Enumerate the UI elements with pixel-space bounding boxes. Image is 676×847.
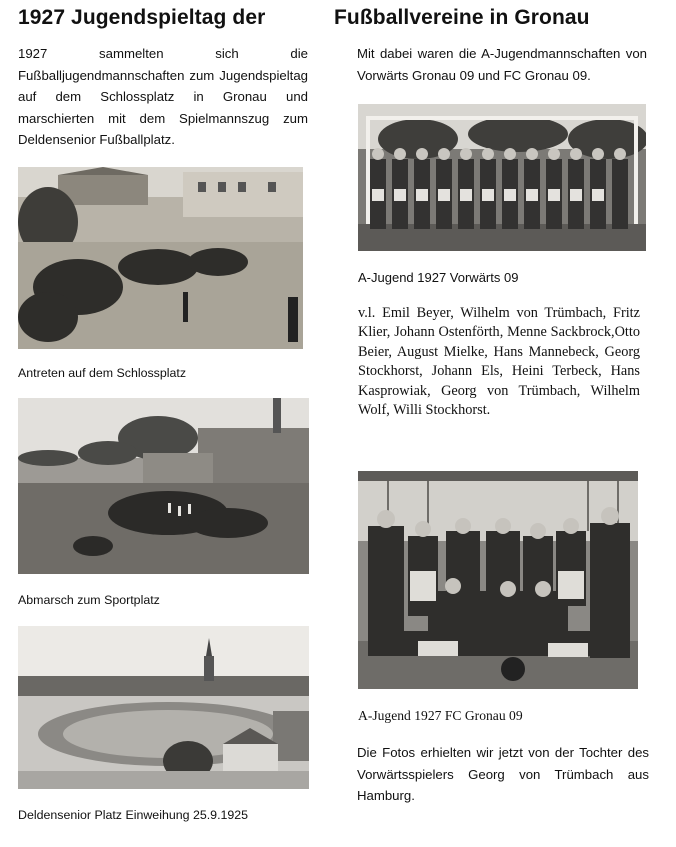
sportplatz-photo — [18, 626, 309, 789]
schlossplatz-photo — [18, 167, 303, 349]
vorwaerts-team-caption: A-Jugend 1927 Vorwärts 09 — [358, 270, 519, 285]
intro-right-paragraph: Mit dabei waren die A-Jugendmannschaften von Vorwärts Gronau 09 und FC Gronau 09. — [357, 46, 647, 83]
abmarsch-caption: Abmarsch zum Sportplatz — [18, 593, 160, 607]
page-title-left: 1927 Jugendspieltag der — [18, 6, 266, 29]
fc-gronau-team-photo — [358, 471, 638, 689]
schlossplatz-caption: Antreten auf dem Schlossplatz — [18, 366, 187, 380]
page-title-right: Fußballvereine in Gronau — [334, 6, 590, 29]
vorwaerts-team-photo — [358, 104, 646, 251]
sportplatz-caption: Deldensenior Platz Einweihung 25.9.1925 — [18, 808, 249, 822]
closing-paragraph: Die Fotos erhielten wir jetzt von der Tochter des Vorwärtsspielers Georg von Trümbach aus Hamburg. — [357, 745, 649, 803]
abmarsch-photo — [18, 398, 309, 574]
fc-gronau-team-caption: A-Jugend 1927 FC Gronau 09 — [358, 708, 523, 723]
vorwaerts-team-names: v.l. Emil Beyer, Wilhelm von Trümbach, Fritz Klier, Johann Ostenförth, Menne Sackbrock,Otto Beier, August Mielke, Hans Mannebeck, Georg Stockhorst, Johann Els, Heini Terbeck, Hans Kasprowiak, Georg von Trümbach, Wilhelm Wolf, Willi Stockhorst. — [358, 305, 640, 419]
intro-paragraph: 1927 sammelten sich die Fußballjugendmannschaften zum Jugendspieltag auf dem Schlossplatz in Gronau und marschierten mit dem Spielmannszug zum Deldensenior Fußballplatz. — [18, 46, 308, 147]
